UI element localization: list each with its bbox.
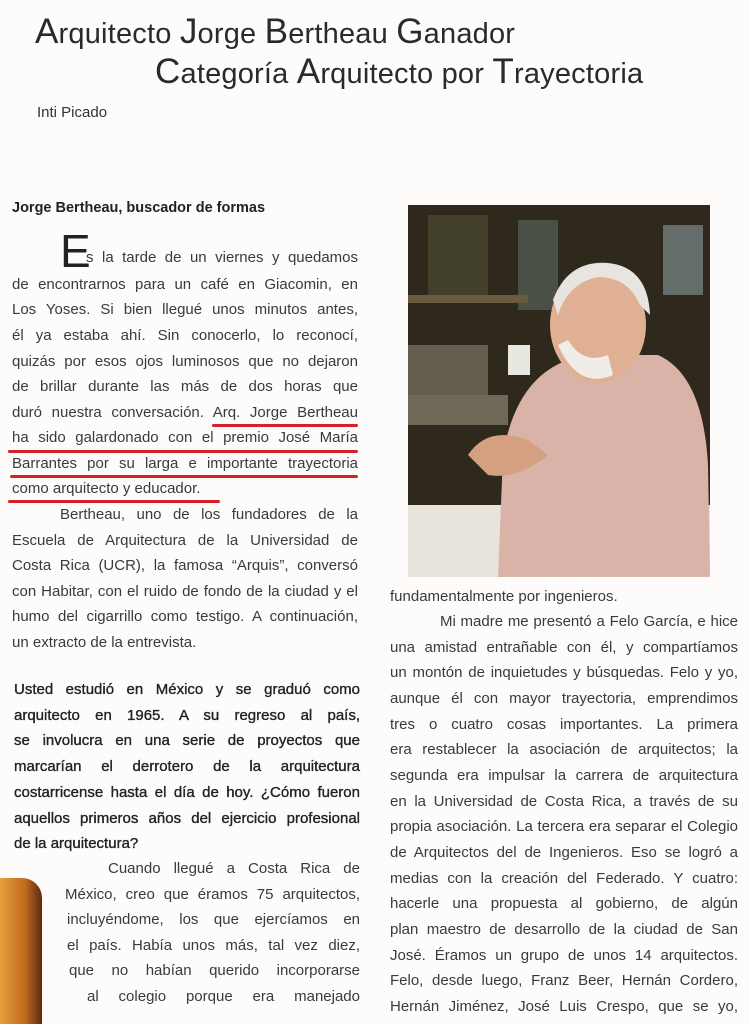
right-column-line: en la Universidad de Costa Rica, a través de su <box>390 792 738 810</box>
right-column-line: era restablecer la asociación de arquitectos; la <box>390 741 738 759</box>
intro-line: Barrantes por su larga e importante trayectoria <box>12 455 358 472</box>
section-heading: Jorge Bertheau, buscador de formas <box>12 200 266 216</box>
right-column-line: un montón de inquietudes y búsquedas. Felo y yo, <box>390 664 738 682</box>
right-column-line: Mi madre me presentó a Felo García, e hice <box>440 613 738 630</box>
right-column-line: aunque él con mayor trayectoria, emprendimos <box>390 690 738 707</box>
answer-line: México, creo que éramos 75 arquitectos, <box>65 885 360 903</box>
question-line: Usted estudió en México y se graduó como <box>14 681 360 698</box>
intro-line: Los Yoses. Si bien llegué unos minutos antes, <box>12 301 358 318</box>
highlight-underline <box>8 450 358 453</box>
answer-line: incluyéndome, los que ejercíamos en <box>67 911 360 929</box>
drop-cap: E <box>60 225 91 277</box>
article-title-line-1: Arquitecto Jorge Bertheau Ganador <box>35 12 516 51</box>
right-column-line: Hernán Jiménez, José Luis Crespo, que se yo, <box>390 998 738 1016</box>
paragraph-line: con Habitar, con el ruido de fondo de la ciudad y el <box>12 582 358 600</box>
intro-line: como arquitecto y educador. <box>12 480 201 497</box>
highlight-underline <box>10 475 358 478</box>
paragraph-line: Costa Rica (UCR), la famosa “Arquis”, conversó <box>12 557 358 574</box>
right-column-line: tres o cuatro cosas importantes. La primera <box>390 715 738 733</box>
intro-line: de encontrarnos para un café en Giacomin, en <box>12 276 358 293</box>
right-column-line: medias con la creación del Federado. Y cuatro: <box>390 869 738 887</box>
question-line: marcarían el derrotero de la arquitectura <box>14 758 360 776</box>
right-column-line: plan maestro de desarrollo de la ciudad de San <box>390 921 738 939</box>
question-line: arquitecto en 1965. A su regreso al país, <box>14 706 360 724</box>
highlight-underline <box>212 424 358 427</box>
highlight-underline <box>8 500 220 503</box>
intro-line: duró nuestra conversación. Arq. Jorge Bertheau <box>12 404 358 421</box>
paragraph-line: Bertheau, uno de los fundadores de la <box>60 506 358 523</box>
paragraph-line: un extracto de la entrevista. <box>12 633 197 651</box>
answer-line: al colegio porque era manejado <box>87 988 360 1005</box>
intro-line: él ya estaba ahí. Sin conocerlo, lo reconocí, <box>12 327 358 344</box>
question-line: aquellos primeros años del ejercicio profesional <box>14 809 360 827</box>
answer-line: que no habían querido incorporarse <box>69 962 360 980</box>
right-column-line: hacerle una propuesta al gobierno, de algún <box>390 895 738 913</box>
question-line: de la arquitectura? <box>14 835 139 853</box>
right-column-line: una amistad entrañable con él, y compartíamos <box>390 638 738 656</box>
right-column-line: segunda era impulsar la carrera de arquitectura <box>390 767 738 785</box>
paragraph-line: humo del cigarrillo como testigo. A continuación, <box>12 608 358 625</box>
right-column-line: de Arquitectos del de Ingenieros. Eso se logró a <box>390 844 738 862</box>
right-column-line: Felo, desde luego, Franz Beer, Hernán Cordero, <box>390 972 738 990</box>
intro-line: s la tarde de un viernes y quedamos <box>86 249 358 266</box>
answer-line: Cuando llegué a Costa Rica de <box>108 860 360 877</box>
question-line: costarricense hasta el día de hoy. ¿Cómo fueron <box>14 783 360 801</box>
intro-line: ha sido galardonado con el premio José María <box>12 429 358 446</box>
question-line: se involucra en una serie de proyectos que <box>14 732 360 750</box>
intro-line: quizás por esos ojos luminosos que no dejaron <box>12 353 358 370</box>
right-column-line: propia asociación. La tercera era separar el Colegio <box>390 818 738 836</box>
decorative-object <box>0 878 42 1024</box>
article-title-line-2: Categoría Arquitecto por Trayectoria <box>155 52 644 91</box>
right-column-line: fundamentalmente por ingenieros. <box>390 588 618 605</box>
answer-line: el país. Había unos más, tal vez diez, <box>67 936 360 954</box>
author: Inti Picado <box>37 104 108 121</box>
right-column-line: José. Éramos un grupo de unos 14 arquitectos. <box>390 946 738 964</box>
intro-line: de brillar durante las más de dos horas que <box>12 378 358 395</box>
paragraph-line: Escuela de Arquitectura de la Universidad de <box>12 531 358 549</box>
portrait-photo <box>408 205 710 577</box>
